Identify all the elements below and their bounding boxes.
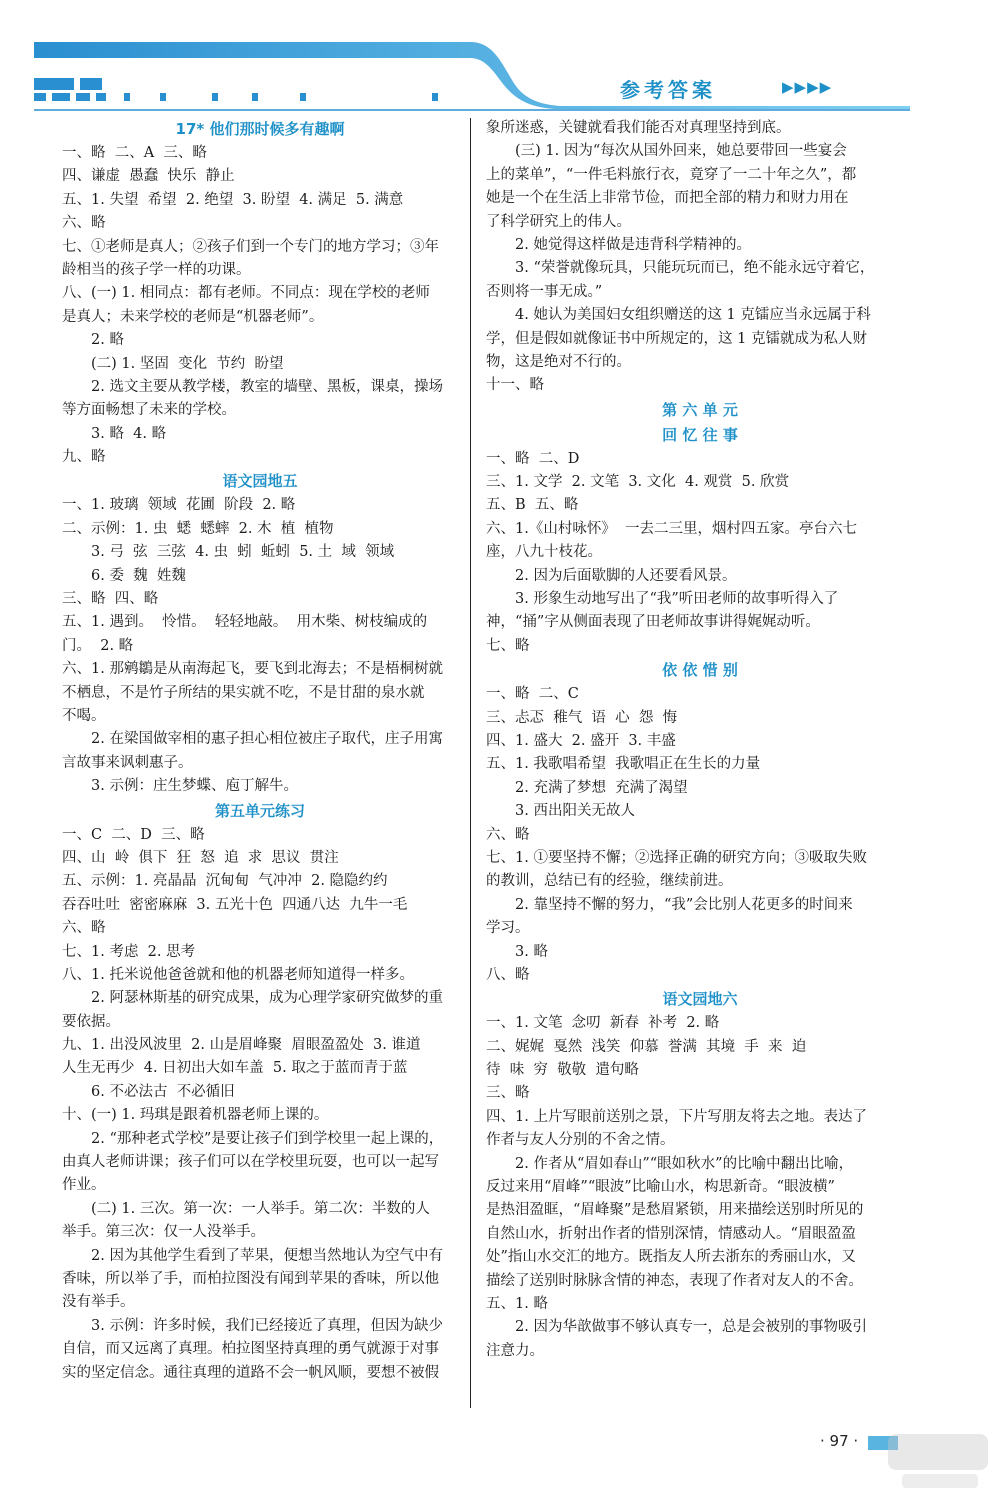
answer-line: 一、1. 玻璃 领域 花圃 阶段 2. 略 [62,497,296,514]
answer-line: 三、略 四、略 [62,591,159,608]
answer-line: 一、略 二、C [486,686,579,703]
header-block [124,93,130,101]
answer-line: 是热泪盈眶，“眉峰聚”是愁眉紧锁，用来描绘送别时所见的 [486,1202,864,1219]
answer-line: 一、C 二、D 三、略 [62,826,205,843]
answer-line: 一、略 二、D [486,450,580,467]
answer-line: 注意力。 [486,1342,544,1359]
header-block [34,78,74,90]
answer-line: 6. 不必法古 不必循旧 [91,1083,235,1100]
answer-line: 五、1. 我歌唱希望 我歌唱正在生长的力量 [486,756,761,773]
header-banner [0,0,1000,120]
arrow-icons: ▶▶▶▶ [782,78,833,96]
answer-line: 2. 因为其他学生看到了苹果，便想当然地认为空气中有 [91,1247,443,1264]
left-column [62,117,458,1385]
header-block [96,93,106,101]
header-block [80,78,102,90]
answer-line: 四、1. 上片写眼前送别之景，下片写朋友将去之地。表达了 [486,1108,867,1125]
answer-line: 3. “荣誉就像玩具，只能玩玩而已，绝不能永远守着它， [515,260,875,277]
answer-line: 3. 弓 弦 三弦 4. 虫 蚓 蚯蚓 5. 土 域 领域 [91,544,395,561]
answer-line: 2. 略 [91,332,124,349]
answer-line: 3. 示例：庄生梦蝶、庖丁解牛。 [91,778,298,795]
header-block [76,93,90,101]
answer-line: 六、略 [486,826,530,843]
answer-line: 座，八九十枝花。 [486,544,602,561]
answer-line: 七、1. ①要坚持不懈；②选择正确的研究方向；③吸取失败 [486,849,867,866]
header-block [52,93,70,101]
answer-line: 实的坚定信念。通往真理的道路不会一帆风顺，要想不被假 [62,1364,439,1381]
answer-line: 八、略 [486,966,530,983]
answer-line: 2. 在梁国做宰相的惠子担心相位被庄子取代，庄子用寓 [91,731,443,748]
header-block [300,93,306,101]
answer-line: 龄相当的孩子学一样的功课。 [62,261,251,278]
answer-line: 象所迷惑，关键就看我们能否对真理坚持到底。 [486,120,791,136]
answer-line: 吞吞吐吐 密密麻麻 3. 五光十色 四通八达 九牛一毛 [62,896,408,913]
answer-line: 自然山水，折射出作者的惜别深情，情感动人。“眉眼盈盈 [486,1225,856,1242]
answer-line: 香味，所以举了手，而柏拉图没有闻到苹果的香味，所以他 [62,1270,439,1287]
answer-line: 否则将一事无成。” [486,283,603,300]
answer-line: 九、略 [62,449,106,466]
answer-line: 二、示例：1. 虫 蟋 蟋蟀 2. 木 植 植物 [62,520,334,537]
answer-line: 八、1. 托米说他爸爸就和他的机器老师知道得一样多。 [62,966,414,983]
answer-line: 6. 委 魏 姓魏 [91,567,186,584]
header-block [160,93,166,101]
answer-line: 五、B 五、略 [486,497,579,514]
answer-line: 六、1. 那鹓鶵是从南海起飞，要飞到北海去；不是梧桐树就 [62,661,443,678]
section-heading: 依 依 惜 别 [662,661,738,680]
answer-line: 二、娓娓 戛然 浅笑 仰慕 誉满 其境 手 来 迫 [486,1038,807,1055]
answer-line: 待 味 穷 敬敬 遣句略 [486,1062,639,1079]
answer-line: 是真人；未来学校的老师是“机器老师”。 [62,308,324,325]
answer-line: 等方面畅想了未来的学校。 [62,402,236,419]
answer-line: 2. 靠坚持不懈的努力，“我”会比别人花更多的时间来 [515,896,853,913]
answer-line: 2. 选文主要从教学楼，教室的墙壁、黑板，课桌，操场 [91,378,443,395]
answer-line: 十、(一) 1. 玛琪是跟着机器老师上课的。 [62,1107,329,1124]
answer-line: 不栖息，不是竹子所结的果实就不吃，不是甘甜的泉水就 [62,684,425,701]
answer-line: (二) 1. 坚固 变化 节约 盼望 [91,355,284,372]
answer-line: 没有举手。 [62,1294,135,1311]
section-heading: 第五单元练习 [214,801,305,820]
answer-line: 四、谦虚 愚蠢 快乐 静止 [62,168,235,185]
answer-line: 2. “那种老式学校”是要让孩子们到学校里一起上课的， [91,1130,444,1147]
answer-line: 她是一个在生活上非常节俭，而把全部的精力和财力用在 [486,190,849,207]
header-block [432,93,438,101]
answer-line: 反过来用“眉峰”“眼波”比喻山水，构思新奇。“眼波横” [486,1179,835,1196]
right-column [486,117,914,1363]
answer-line: 七、略 [486,637,530,654]
answer-line: 3. 西出阳关无故人 [515,803,635,820]
header-block [34,93,46,101]
answer-line: 三、1. 文学 2. 文笔 3. 文化 4. 观赏 5. 欣赏 [486,474,790,491]
answer-line: 2. 因为后面歇脚的人还要看风景。 [515,567,737,584]
answer-line: 由真人老师讲课；孩子们可以在学校里玩耍，也可以一起写 [62,1154,439,1171]
answer-line: 五、1. 失望 希望 2. 绝望 3. 盼望 4. 满足 5. 满意 [62,191,404,208]
answer-line: 处”指山水交汇的地方。既指友人所去浙东的秀丽山水，又 [486,1249,856,1266]
answer-line: 八、(一) 1. 相同点：都有老师。不同点：现在学校的老师 [62,285,430,302]
answer-line: 六、1.《山村咏怀》 一去二三里，烟村四五家。亭台六七 [486,520,858,537]
answer-line: 九、1. 出没风波里 2. 山是眉峰聚 眉眼盈盈处 3. 谁道 [62,1037,421,1054]
answer-line: 七、①老师是真人；②孩子们到一个专门的地方学习；③年 [62,238,439,255]
header-block [252,93,258,101]
answer-line: 2. 因为华歆做事不够认真专一，总是会被别的事物吸引 [515,1319,867,1336]
answer-line: 学习。 [486,920,530,937]
answer-line: 要依据。 [62,1013,120,1030]
answer-line: 门。 2. 略 [62,637,134,654]
header-block [212,93,218,101]
answer-line: 上的菜单”，“一件毛料旅行衣，竟穿了一二十年之久”，都 [486,166,857,183]
answer-line: 3. 略 [515,943,548,960]
answer-line: 描绘了送别时脉脉含情的神态，表现了作者对友人的不舍。 [486,1272,863,1289]
answer-line: 七、1. 考虑 2. 思考 [62,943,196,960]
answer-line: 六、略 [62,920,106,937]
answer-line: 3. 示例：许多时候，我们已经接近了真理，但因为缺少 [91,1317,443,1334]
section-heading: 回 忆 往 事 [662,425,738,444]
answer-line: 学，但是假如就像证书中所规定的，这 1 克镭就成为私人财 [486,330,867,347]
answer-line: 作业。 [62,1177,106,1194]
section-heading: 17* 他们那时候多有趣啊 [175,120,345,138]
answer-line: 2. 她觉得这样做是违背科学精神的。 [515,236,751,253]
answer-line: (二) 1. 三次。第一次：一人举手。第二次：半数的人 [91,1200,430,1217]
answer-line: 2. 阿瑟林斯基的研究成果，成为心理学家研究做梦的重 [91,990,443,1007]
answer-line: 一、1. 文笔 念叨 新春 补考 2. 略 [486,1015,720,1032]
answer-line: 自信，而又远离了真理。柏拉图坚持真理的勇气就源于对事 [62,1341,439,1358]
answer-line: 三、略 [486,1085,530,1102]
answer-line: 四、山 岭 俱下 狂 怒 追 求 思议 贯注 [62,849,339,866]
answer-line: 人生无再少 4. 日初出大如车盖 5. 取之于蓝而青于蓝 [62,1060,408,1077]
answer-line: 3. 形象生动地写出了“我”听田老师的故事听得入了 [515,591,839,608]
page-header [0,0,1000,120]
page-number: · 97 · [820,1432,859,1450]
answer-line: 不喝。 [62,707,106,724]
answer-line: 五、1. 略 [486,1295,548,1312]
answer-line: 举手。第三次：仅一人没举手。 [62,1224,265,1241]
answer-line: 2. 作者从“眉如春山”“眼如秋水”的比喻中翻出比喻， [515,1155,854,1172]
watermark-logo [882,1426,994,1496]
answer-line: 作者与友人分别的不舍之情。 [486,1132,675,1149]
answer-line: 4. 她认为美国妇女组织赠送的这 1 克镭应当永远属于科 [515,307,871,324]
section-heading: 第 六 单 元 [662,400,738,419]
section-heading: 语文园地六 [662,990,738,1009]
answer-line: 了科学研究上的伟人。 [486,213,631,230]
answer-line: 言故事来讽刺惠子。 [62,754,193,771]
answer-line: 3. 略 4. 略 [91,425,167,442]
answer-line: 三、忐忑 稚气 语 心 怨 悔 [486,709,678,726]
answer-line: 五、1. 遇到。 怜惜。 轻轻地敲。 用木柴、树枝编成的 [62,614,428,631]
answer-line: 一、略 二、A 三、略 [62,145,207,161]
answer-line: 十一、略 [486,377,544,394]
answer-line: 四、1. 盛大 2. 盛开 3. 丰盛 [486,732,676,749]
answer-line: 五、示例：1. 亮晶晶 沉甸甸 气冲冲 2. 隐隐约约 [62,873,388,890]
answer-line: 六、略 [62,215,106,232]
answer-line: (三) 1. 因为“每次从国外回来，她总要带回一些宴会 [515,143,847,160]
section-title: 参考答案 [620,78,716,102]
answer-line: 的教训，总结已有的经验，继续前进。 [486,873,733,890]
answer-line: 2. 充满了梦想 充满了渴望 [515,779,688,796]
answer-line: 物，这是绝对不行的。 [486,353,631,370]
column-divider [470,118,471,1408]
answer-line: 神，“捅”字从侧面表现了田老师故事讲得娓娓动听。 [486,614,820,631]
section-heading: 语文园地五 [222,472,298,491]
